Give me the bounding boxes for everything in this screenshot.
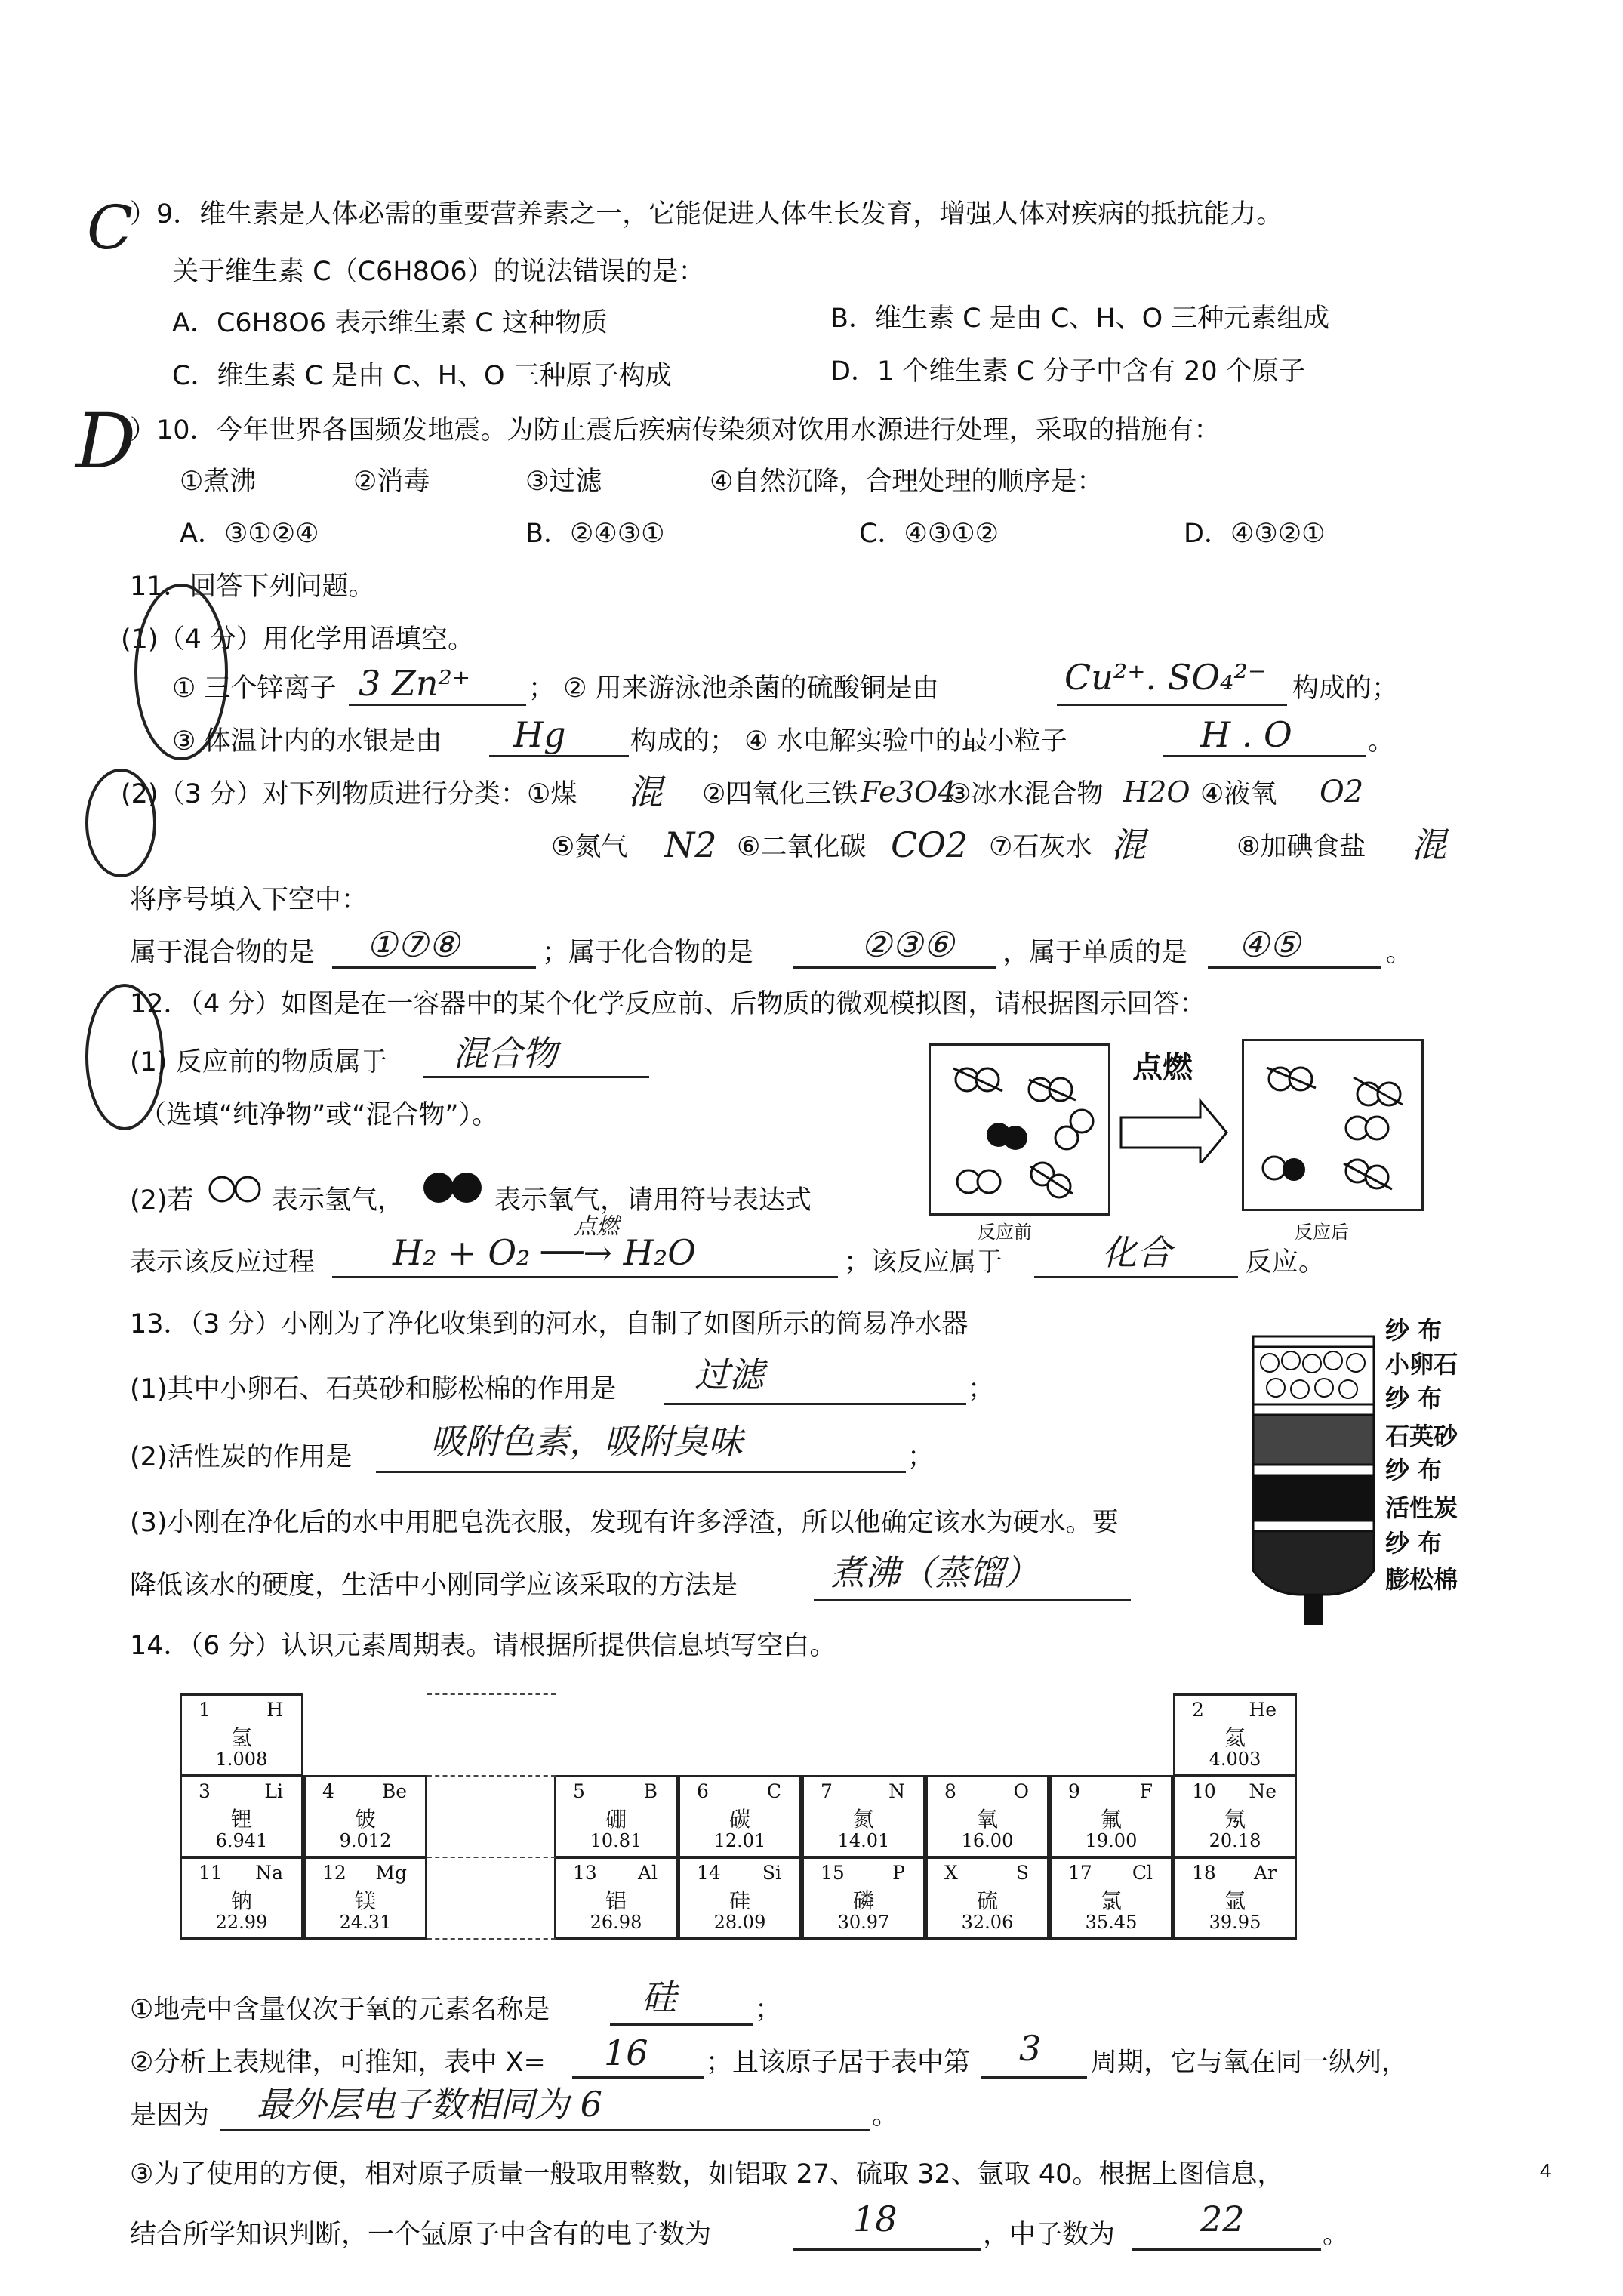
handwritten-answer: 3 Zn²⁺: [359, 663, 471, 704]
element-cell-li: [180, 1775, 303, 1858]
atomic-mass: 19.00: [1085, 1830, 1138, 1851]
q10-option-d: D．④③②①: [1184, 519, 1326, 549]
atomic-mass: 1.008: [215, 1749, 268, 1770]
atomic-mass: 24.31: [339, 1912, 392, 1933]
q14-question2: ②分析上表规律，可推知，表中 X=: [130, 2048, 546, 2078]
q11-1-b-end: 构成的；: [1292, 673, 1399, 704]
element-symbol: Ne: [1249, 1780, 1277, 1802]
answer-blank-underline: [814, 1599, 1131, 1601]
element-symbol: Ar: [1253, 1862, 1277, 1884]
q14-question3-mid: ，中子数为: [983, 2220, 1116, 2250]
filter-label-gauze: 纱 布: [1385, 1316, 1443, 1345]
element-name: 碳: [728, 1807, 750, 1832]
handwritten-answer: 最外层电子数相同为 6: [257, 2084, 602, 2125]
element-symbol: S: [1015, 1862, 1029, 1884]
element-cell-c: [678, 1775, 802, 1858]
element-cell-cl: [1049, 1857, 1173, 1940]
q11-item-iodized-salt: ⑧加碘食盐: [1236, 832, 1366, 862]
atomic-mass: 26.98: [590, 1912, 642, 1933]
q11-1-b-label: ； ② 用来游泳池杀菌的硫酸铜是由: [528, 673, 939, 704]
element-symbol: F: [1139, 1780, 1153, 1802]
q12-part2-e: ；该反应属于: [844, 1247, 1003, 1277]
answer-blank-underline: [332, 1276, 838, 1278]
q10-option-a: A．③①②④: [180, 519, 319, 549]
filter-label-activated-carbon: 活性炭: [1385, 1493, 1458, 1522]
q13-part1: (1)其中小卵石、石英砂和膨松棉的作用是: [130, 1374, 617, 1404]
element-symbol: B: [643, 1780, 658, 1802]
handwritten-answer: O2: [1320, 775, 1364, 809]
handwritten-answer: H2O: [1123, 775, 1190, 809]
atomic-number: X: [944, 1862, 958, 1884]
answer-blank-underline: [981, 2076, 1087, 2079]
q14-question2b: 是因为: [130, 2100, 210, 2131]
element-cell-f: [1049, 1775, 1173, 1858]
atomic-number: 11: [199, 1862, 223, 1884]
filter-label-quartz-sand: 石英砂: [1385, 1422, 1458, 1450]
q11-element-label: ，属于单质的是: [1002, 938, 1188, 968]
handwritten-reaction-condition: 点燃: [574, 1213, 619, 1240]
element-name: 铝: [605, 1888, 627, 1913]
q12-part2-d: 表示该反应过程: [130, 1247, 316, 1277]
atomic-number: 17: [1068, 1862, 1092, 1884]
handwritten-answer: CO2: [891, 824, 969, 865]
q10-item-2: ②消毒: [353, 467, 430, 497]
element-symbol: Al: [637, 1862, 658, 1884]
atomic-number: 8: [944, 1780, 956, 1802]
element-name: 氟: [1100, 1807, 1122, 1832]
element-cell-ne: [1173, 1775, 1297, 1858]
hydrogen-molecule-icon: [205, 1174, 267, 1204]
element-name: 氖: [1224, 1807, 1246, 1832]
q10-stem: ）10．今年世界各国频发地震。为防止震后疾病传染须对饮用水源进行处理，采取的措施有：: [130, 415, 1221, 445]
atomic-number: 13: [573, 1862, 597, 1884]
atomic-number: 7: [821, 1780, 833, 1802]
filter-label-gauze: 纱 布: [1385, 1456, 1443, 1484]
answer-blank-underline: [489, 755, 629, 757]
handwritten-answer-q10: D: [75, 397, 137, 485]
q9-option-c: C．维生素 C 是由 C、H、O 三种原子构成: [172, 361, 672, 391]
atomic-mass: 30.97: [837, 1912, 890, 1933]
element-cell-o: [925, 1775, 1049, 1858]
before-reaction-container: [929, 1043, 1110, 1216]
atomic-mass: 32.06: [961, 1912, 1014, 1933]
element-symbol: Cl: [1132, 1862, 1153, 1884]
atomic-number: 4: [322, 1780, 334, 1802]
atomic-mass: 35.45: [1085, 1912, 1138, 1933]
atomic-mass: 6.941: [215, 1830, 268, 1851]
q12-part2-a: (2)若: [130, 1185, 194, 1216]
handwritten-answer: 混: [1111, 824, 1146, 865]
q12-title: 12．（4 分）如图是在一容器中的某个化学反应前、后物质的微观模拟图，请根据图示回答：: [130, 989, 1206, 1019]
handwritten-answer-q9: C: [87, 193, 134, 263]
table-gap-line: [427, 1775, 556, 1777]
handwritten-answer: H . O: [1200, 714, 1292, 755]
reaction-arrow-label: 点燃: [1132, 1050, 1193, 1085]
before-reaction-label: 反应前: [978, 1222, 1032, 1243]
element-name: 磷: [852, 1888, 874, 1913]
handwritten-answer: 18: [853, 2199, 898, 2239]
handwritten-answer: N2: [664, 824, 717, 865]
q11-fill-instruction: 将序号填入下空中：: [130, 885, 368, 915]
element-cell-si: [678, 1857, 802, 1940]
atomic-number: 14: [697, 1862, 721, 1884]
element-symbol: P: [892, 1862, 905, 1884]
handwritten-answer: 混合物: [453, 1033, 557, 1074]
q11-item-ice-water: ③冰水混合物: [947, 779, 1104, 809]
answer-blank-underline: [793, 2248, 981, 2251]
q14-question3-line1: ③为了使用的方便，相对原子质量一般取用整数，如铝取 27、硫取 32、氩取 40。根据上图信息，: [130, 2159, 1284, 2190]
element-symbol: Si: [762, 1862, 781, 1884]
element-symbol: N: [888, 1780, 905, 1802]
table-gap-line: [427, 1938, 556, 1940]
q12-part2-b: 表示氢气，: [272, 1185, 405, 1216]
handwritten-answer: 过滤: [694, 1354, 764, 1395]
q13-part1-end: ；: [968, 1374, 995, 1404]
atomic-number: 18: [1192, 1862, 1216, 1884]
element-name: 镁: [354, 1888, 376, 1913]
water-filter-diagram: [1246, 1329, 1381, 1631]
q11-item-limewater: ⑦石灰水: [989, 832, 1092, 862]
element-name: 硅: [728, 1888, 750, 1913]
atomic-mass: 4.003: [1209, 1749, 1261, 1770]
element-name: 氯: [1100, 1888, 1122, 1913]
element-cell-s: [925, 1857, 1049, 1940]
table-gap-line: [427, 1693, 556, 1695]
handwritten-answer: 吸附色素，吸附臭味: [430, 1421, 743, 1462]
atomic-number: 12: [322, 1862, 346, 1884]
page-number: 4: [1540, 2159, 1551, 2182]
handwritten-answer: 化合: [1102, 1232, 1172, 1273]
element-symbol: H: [266, 1699, 283, 1721]
atomic-number: 5: [573, 1780, 585, 1802]
q11-1-c-label: ③ 体温计内的水银是由: [172, 726, 442, 757]
element-cell-mg: [303, 1857, 427, 1940]
answer-blank-underline: [610, 2023, 753, 2026]
q11-item-fe3o4: ②四氧化三铁: [702, 779, 858, 809]
element-name: 氧: [976, 1807, 998, 1832]
handwritten-reaction-expression: H₂ + O₂ ──→ H₂O: [393, 1232, 696, 1273]
q9-option-d: D．1 个维生素 C 分子中含有 20 个原子: [830, 356, 1305, 387]
q11-1-c-end: 构成的； ④ 水电解实验中的最小粒子: [630, 726, 1067, 757]
element-name: 硫: [976, 1888, 998, 1913]
element-cell-al: [554, 1857, 678, 1940]
atomic-number: 10: [1192, 1780, 1216, 1802]
q14-question1-end: ；: [755, 1995, 782, 2025]
answer-blank-underline: [332, 966, 536, 969]
atomic-number: 15: [821, 1862, 845, 1884]
q13-title: 13．（3 分）小刚为了净化收集到的河水，自制了如图所示的简易净水器: [130, 1309, 969, 1339]
element-symbol: He: [1249, 1699, 1277, 1721]
element-cell-he: [1173, 1693, 1297, 1777]
element-cell-b: [554, 1775, 678, 1858]
atomic-mass: 14.01: [837, 1830, 890, 1851]
answer-blank-underline: [220, 2129, 870, 2131]
element-cell-p: [802, 1857, 925, 1940]
element-symbol: O: [1013, 1780, 1029, 1802]
element-symbol: Na: [255, 1862, 283, 1884]
answer-blank-underline: [349, 704, 526, 706]
element-symbol: Li: [264, 1780, 283, 1802]
atomic-mass: 39.95: [1209, 1912, 1261, 1933]
q11-1-a-label: ① 三个锌离子: [172, 673, 337, 704]
filter-label-gauze: 纱 布: [1385, 1529, 1443, 1558]
atomic-mass: 20.18: [1209, 1830, 1261, 1851]
q11-compound-label: ；属于化合物的是: [542, 938, 754, 968]
q11-item-nitrogen: ⑤氮气: [551, 832, 628, 862]
q14-question2b-end: 。: [872, 2100, 899, 2131]
q12-part2-f: 反应。: [1246, 1247, 1326, 1277]
filter-label-gauze: 纱 布: [1385, 1384, 1443, 1413]
q13-part2-end: ；: [907, 1442, 935, 1472]
q9-stem: ）9．维生素是人体必需的重要营养素之一，它能促进人体生长发育，增强人体对疾病的抵抗能力。: [130, 199, 1283, 230]
atomic-mass: 28.09: [713, 1912, 766, 1933]
atomic-number: 1: [199, 1699, 211, 1721]
filter-label-cotton: 膨松棉: [1385, 1565, 1458, 1594]
answer-blank-underline: [1034, 1276, 1238, 1278]
atomic-number: 6: [697, 1780, 709, 1802]
q11-part2-end: 。: [1386, 938, 1413, 968]
element-cell-na: [180, 1857, 303, 1940]
handwritten-answer: Fe3O4: [861, 775, 956, 809]
handwritten-answer: ④⑤: [1238, 924, 1301, 965]
q14-question3-line2: 结合所学知识判断，一个氩原子中含有的电子数为: [130, 2220, 712, 2250]
filter-label-pebbles: 小卵石: [1385, 1350, 1458, 1379]
element-name: 硼: [605, 1807, 627, 1832]
answer-blank-underline: [572, 2076, 704, 2079]
q10-option-b: B．②④③①: [525, 519, 665, 549]
element-symbol: Mg: [375, 1862, 407, 1884]
element-symbol: Be: [381, 1780, 407, 1802]
atomic-mass: 22.99: [215, 1912, 268, 1933]
q14-question2-end: 周期，它与氧在同一纵列，: [1091, 2048, 1409, 2078]
element-name: 氩: [1224, 1888, 1246, 1913]
q12-part2-c: 表示氧气，请用符号表达式: [494, 1185, 812, 1216]
handwritten-answer: 16: [604, 2032, 648, 2073]
atomic-number: 3: [199, 1780, 211, 1802]
handwritten-answer: 硅: [642, 1977, 676, 2017]
element-cell-h: [180, 1693, 303, 1777]
q10-item-3: ③过滤: [525, 467, 602, 497]
atomic-mass: 10.81: [590, 1830, 642, 1851]
q10-option-c: C．④③①②: [859, 519, 999, 549]
before-reaction-molecules: [931, 1046, 1108, 1213]
after-reaction-molecules: [1244, 1041, 1421, 1209]
after-reaction-label: 反应后: [1295, 1222, 1349, 1243]
handwritten-answer: 混: [628, 772, 663, 812]
oxygen-molecule-icon: [420, 1170, 489, 1205]
element-name: 氢: [230, 1725, 252, 1750]
element-name: 锂: [230, 1807, 252, 1832]
answer-blank-underline: [1057, 704, 1287, 706]
element-name: 氦: [1224, 1725, 1246, 1750]
q14-title: 14．（6 分）认识元素周期表。请根据所提供信息填写空白。: [130, 1631, 836, 1661]
element-name: 铍: [354, 1807, 376, 1832]
handwritten-answer: Cu²⁺. SO₄²⁻: [1064, 657, 1267, 698]
q9-option-a: A．C6H8O6 表示维生素 C 这种物质: [172, 308, 608, 338]
handwritten-answer: ②③⑥: [861, 924, 954, 965]
answer-blank-underline: [423, 1076, 649, 1078]
table-gap-line: [427, 1857, 556, 1858]
atomic-mass: 16.00: [961, 1830, 1014, 1851]
reaction-arrow-icon: [1117, 1080, 1230, 1163]
q11-part2-line1: (2)（3 分）对下列物质进行分类：①煤: [121, 779, 577, 809]
q11-part1-title: (1)（4 分）用化学用语填空。: [121, 624, 474, 655]
handwritten-answer: 煮沸（蒸馏）: [830, 1552, 1039, 1593]
q10-item-4: ④自然沉降，合理处理的顺序是：: [710, 467, 1104, 497]
q12-part1-hint: （选填“纯净物”或“混合物”）。: [140, 1100, 499, 1130]
answer-blank-underline: [1163, 755, 1366, 757]
periodic-table: [180, 1693, 1277, 1940]
after-reaction-container: [1242, 1039, 1424, 1211]
atomic-mass: 12.01: [713, 1830, 766, 1851]
element-name: 氮: [852, 1807, 874, 1832]
q9-option-b: B．维生素 C 是由 C、H、O 三种元素组成: [830, 304, 1330, 334]
answer-blank-underline: [793, 966, 996, 969]
answer-blank-underline: [664, 1403, 966, 1405]
answer-blank-underline: [376, 1471, 906, 1473]
handwritten-answer: ①⑦⑧: [366, 924, 460, 965]
atomic-mass: 9.012: [339, 1830, 392, 1851]
q14-question2-mid: ；且该原子居于表中第: [706, 2048, 971, 2078]
q11-item-co2: ⑥二氧化碳: [737, 832, 867, 862]
q10-item-1: ①煮沸: [180, 467, 257, 497]
q14-question3-end: 。: [1323, 2220, 1350, 2250]
element-name: 钠: [230, 1888, 252, 1913]
q11-title: 11．回答下列问题。: [130, 572, 375, 602]
element-cell-ar: [1173, 1857, 1297, 1940]
handwritten-answer: 22: [1200, 2199, 1245, 2239]
element-cell-be: [303, 1775, 427, 1858]
q13-part3-line2: 降低该水的硬度，生活中小刚同学应该采取的方法是: [130, 1570, 738, 1601]
q9-stem-line2: 关于维生素 C（C6H8O6）的说法错误的是：: [172, 257, 705, 287]
handwritten-answer: Hg: [513, 714, 566, 755]
q11-1-d-end: 。: [1368, 726, 1395, 757]
element-symbol: C: [766, 1780, 781, 1802]
element-cell-n: [802, 1775, 925, 1858]
q13-part2: (2)活性炭的作用是: [130, 1442, 353, 1472]
q11-item-liquid-oxygen: ④液氧: [1200, 779, 1277, 809]
answer-blank-underline: [1208, 966, 1381, 969]
q12-part1: (1) 反应前的物质属于: [130, 1047, 387, 1077]
handwritten-answer: 3: [1019, 2028, 1042, 2069]
q13-part3-line1: (3)小刚在净化后的水中用肥皂洗衣服，发现有许多浮渣，所以他确定该水为硬水。要: [130, 1508, 1119, 1538]
handwritten-answer: 混: [1412, 824, 1446, 865]
atomic-number: 9: [1068, 1780, 1080, 1802]
atomic-number: 2: [1192, 1699, 1204, 1721]
answer-blank-underline: [1132, 2248, 1321, 2251]
q11-mixture-label: 属于混合物的是: [130, 938, 316, 968]
q14-question1: ①地壳中含量仅次于氧的元素名称是: [130, 1995, 550, 2025]
